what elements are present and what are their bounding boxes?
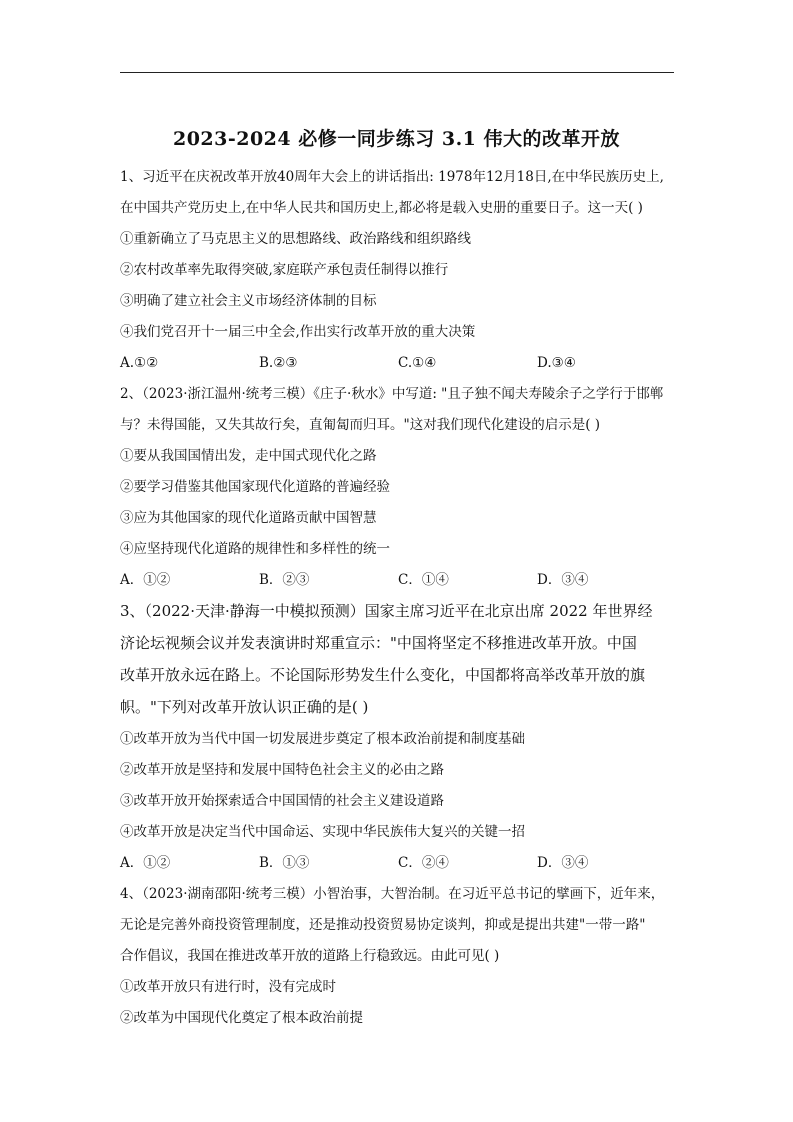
question-1 — [120, 166, 676, 383]
question-stem-line: 在中国共产党历史上,在中华人民共和国历史上,都必将是载入史册的重要日子。这一天( ) — [120, 200, 643, 216]
question-stem-line: 改革开放永远在路上。不论国际形势发生什么变化，中国都将高举改革开放的旗 — [120, 666, 646, 684]
question-stem-line: 无论是完善外商投资管理制度，还是推动投资贸易协定谈判，抑或是提出共建"一带一路" — [120, 917, 646, 933]
option-c[interactable]: C．②④ — [398, 855, 449, 871]
statement-item: ②农村改革率先取得突破,家庭联产承包责任制得以推行 — [120, 262, 449, 278]
question-stem-line: 合作倡议，我国在推进改革开放的道路上行稳致远。由此可见( ) — [120, 948, 500, 964]
statement-item: ③改革开放开始探索适合中国国情的社会主义建设道路 — [120, 793, 444, 809]
statement-item: ④改革开放是决定当代中国命运、实现中华民族伟大复兴的关键一招 — [120, 824, 525, 840]
statement-item: ②改革为中国现代化奠定了根本政治前提 — [120, 1010, 363, 1026]
option-a[interactable]: A．①② — [120, 572, 171, 588]
statement-item: ①改革开放为当代中国一切发展进步奠定了根本政治前提和制度基础 — [120, 731, 525, 747]
answer-options — [120, 352, 676, 383]
option-d[interactable]: D．③④ — [537, 572, 589, 588]
statement-item: ④应坚持现代化道路的规律性和多样性的统一 — [120, 541, 390, 557]
question-2 — [120, 383, 676, 600]
option-b[interactable]: B．①③ — [259, 855, 310, 871]
question-3 — [120, 600, 676, 883]
question-stem-line: 4、（2023·湖南邵阳·统考三模）小智治事，大智治制。在习近平总书记的擘画下，近年来， — [120, 886, 665, 902]
statement-item: ③应为其他国家的现代化道路贡献中国智慧 — [120, 510, 377, 526]
option-d[interactable]: D．③④ — [537, 855, 589, 871]
question-stem-line: 3、（2022·天津·静海一中模拟预测）国家主席习近平在北京出席 2022 年世界经 — [120, 602, 653, 620]
question-stem-line: 2、（2023·浙江温州·统考三模）《庄子·秋水》中写道: "且子独不闻夫寿陵余子之学行于邯郸 — [120, 386, 664, 402]
statement-item: ①重新确立了马克思主义的思想路线、政治路线和组织路线 — [120, 231, 471, 247]
question-stem-line: 帜。"下列对改革开放认识正确的是( ) — [120, 698, 369, 716]
statement-item: ③明确了建立社会主义市场经济体制的目标 — [120, 293, 377, 309]
statement-item: ②要学习借鉴其他国家现代化道路的普遍经验 — [120, 479, 390, 495]
statement-item: ①要从我国国情出发，走中国式现代化之路 — [120, 448, 377, 464]
option-b[interactable]: B.②③ — [259, 355, 298, 371]
question-stem-line: 1、习近平在庆祝改革开放40周年大会上的讲话指出: 1978年12月18日,在中华民族历史上, — [120, 169, 664, 185]
option-c[interactable]: C.①④ — [398, 355, 437, 371]
question-4 — [120, 883, 676, 1038]
option-b[interactable]: B．②③ — [259, 572, 310, 588]
option-c[interactable]: C．①④ — [398, 572, 449, 588]
page-title: 2023-2024 必修一同步练习 3.1 伟大的改革开放 — [172, 128, 621, 150]
answer-options — [120, 852, 676, 883]
question-stem-line: 济论坛视频会议并发表演讲时郑重宣示："中国将坚定不移推进改革开放。中国 — [120, 634, 637, 652]
statement-item: ①改革开放只有进行时，没有完成时 — [120, 979, 336, 995]
question-stem-line: 与？未得国能，又失其故行矣，直匍匐而归耳。"这对我们现代化建设的启示是( ) — [120, 417, 601, 433]
option-a[interactable]: A．①② — [120, 855, 171, 871]
header-rule — [120, 72, 674, 73]
statement-item: ④我们党召开十一届三中全会,作出实行改革开放的重大决策 — [120, 324, 476, 340]
question-list — [120, 166, 676, 1038]
option-a[interactable]: A.①② — [120, 355, 159, 371]
answer-options — [120, 569, 676, 600]
statement-item: ②改革开放是坚持和发展中国特色社会主义的必由之路 — [120, 762, 444, 778]
option-d[interactable]: D.③④ — [537, 355, 576, 371]
